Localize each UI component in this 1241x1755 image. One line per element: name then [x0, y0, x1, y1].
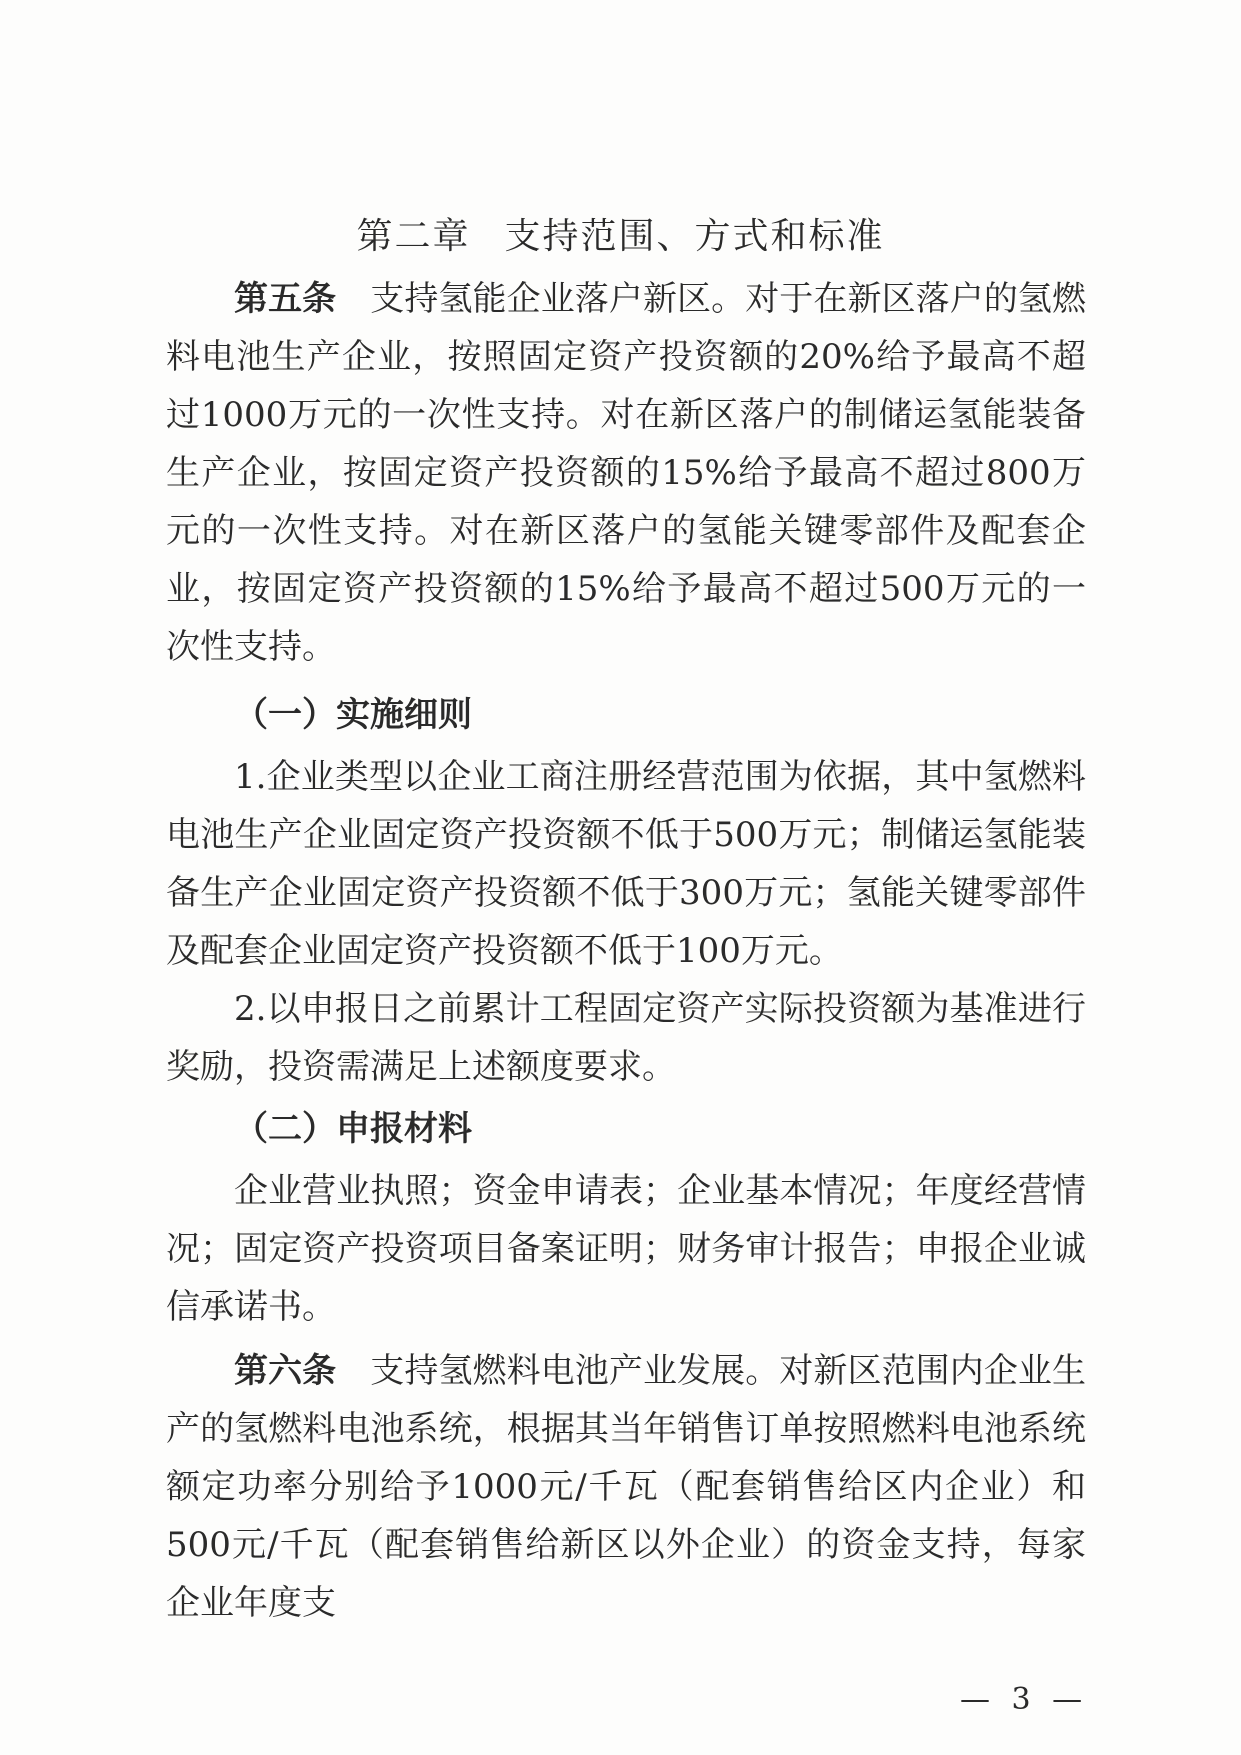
chapter-heading	[0, 215, 1241, 259]
article-5-heading: 第五条	[234, 279, 337, 319]
article-6-text: 支持氢燃料电池产业发展。对新区范围内企业生产的氢燃料电池系统，根据其当年销售订单按照燃料电池系统额定功率分别给予1000元/千瓦（配套销售给区内企业）和500元/千瓦（配套销售给新区以外企业）的资金支持，每家企业年度支	[166, 1351, 1087, 1623]
document-body	[166, 270, 1086, 1632]
page-number: — 3 —	[960, 1682, 1089, 1717]
article-6-heading: 第六条	[234, 1351, 337, 1391]
chapter-number: 第二章	[356, 216, 471, 257]
implementation-rule-1: 1.企业类型以企业工商注册经营范围为依据，其中氢燃料电池生产企业固定资产投资额不低于500万元；制储运氢能装备生产企业固定资产投资额不低于300万元；氢能关键零部件及配套企业固定资产投资额不低于100万元。	[166, 757, 1086, 971]
section-implementation-rules-heading: （一）实施细则	[234, 695, 472, 735]
article-6-paragraph	[166, 1342, 1086, 1632]
application-materials-text: 企业营业执照；资金申请表；企业基本情况；年度经营情况；固定资产投资项目备案证明；财务审计报告；申报企业诚信承诺书。	[166, 1171, 1086, 1327]
article-5-paragraph	[166, 270, 1086, 676]
chapter-title: 支持范围、方式和标准	[504, 216, 885, 257]
article-5-text: 支持氢能企业落户新区。对于在新区落户的氢燃料电池生产企业，按照固定资产投资额的20%给予最高不超过1000万元的一次性支持。对在新区落户的制储运氢能装备生产企业，按固定资产投资额的15%给予最高不超过800万元的一次性支持。对在新区落户的氢能关键零部件及配套企业，按固定资产投资额的15%给予最高不超过500万元的一次性支持。	[166, 279, 1087, 667]
section-application-materials-heading: （二）申报材料	[234, 1109, 472, 1149]
implementation-rule-2: 2.以申报日之前累计工程固定资产实际投资额为基准进行奖励，投资需满足上述额度要求。	[166, 989, 1086, 1087]
